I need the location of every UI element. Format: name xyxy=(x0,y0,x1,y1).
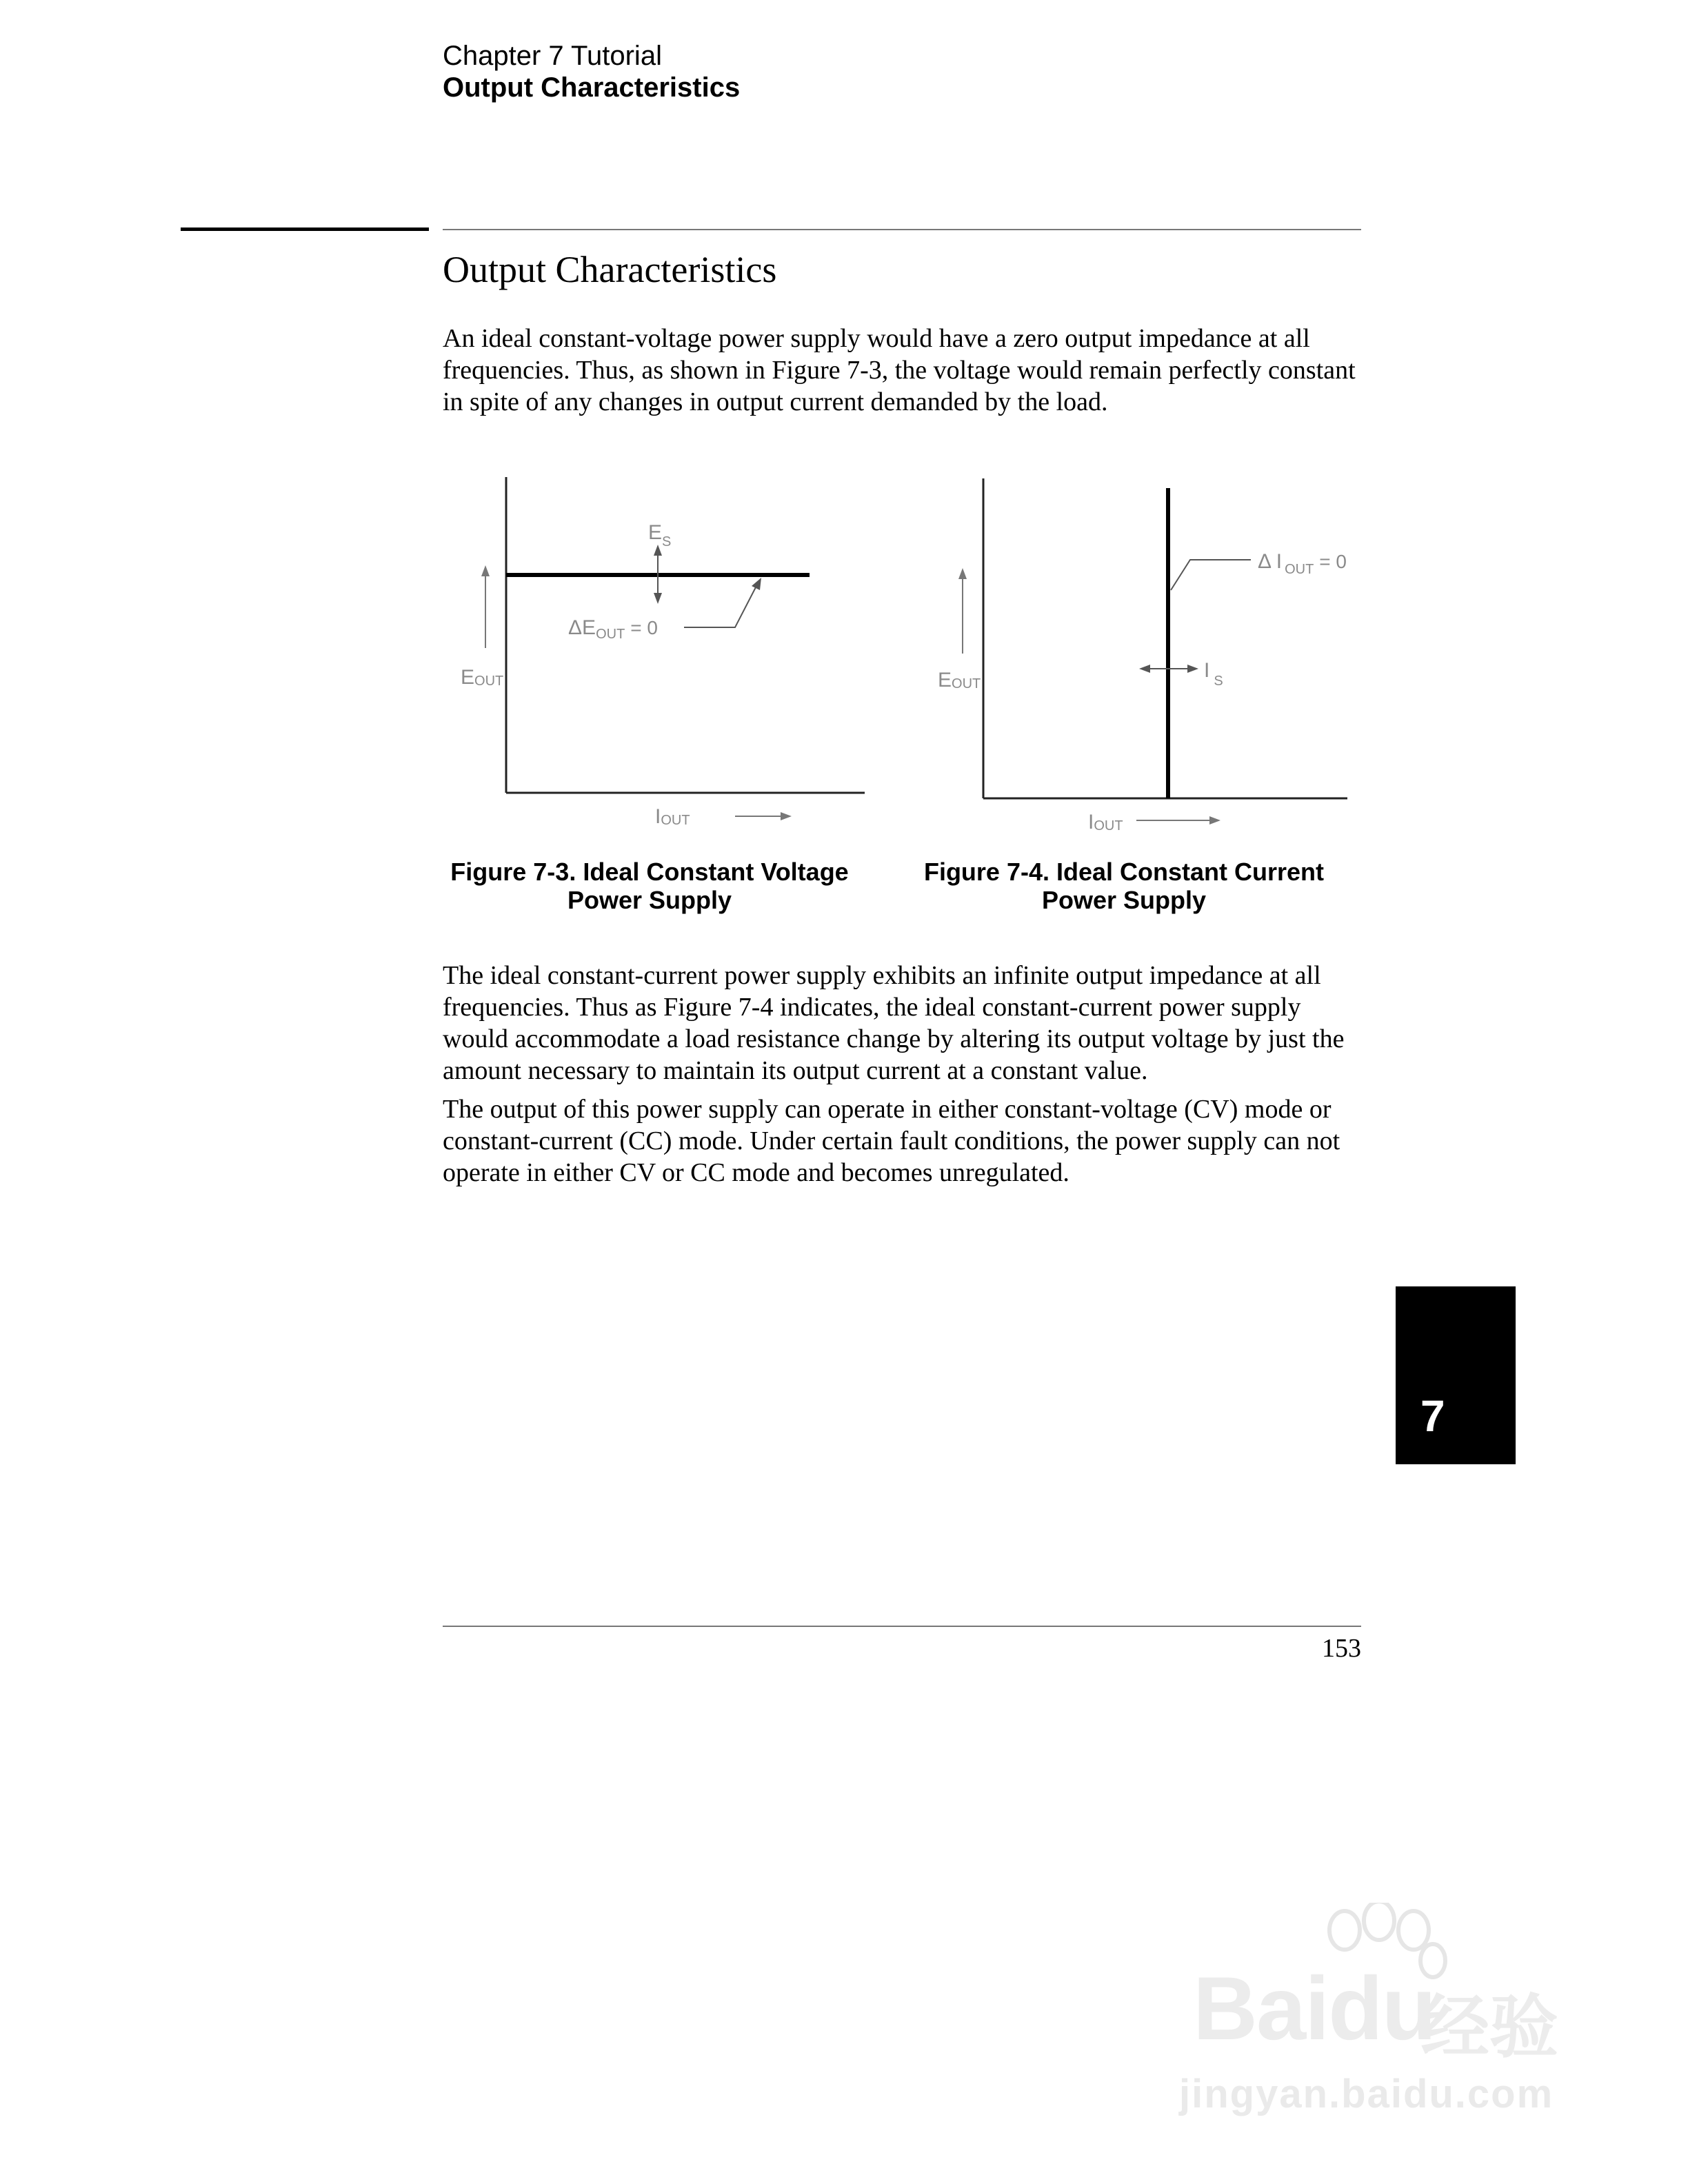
fig3-label-delta-eout: $\Delta E_{OUT} = 0$ xyxy=(568,616,658,642)
watermark-brand-cn: 经验 xyxy=(1420,1987,1558,2067)
section-rule-thin xyxy=(443,229,1361,230)
footer-rule xyxy=(443,1626,1361,1627)
fig3-delta-leader-arrow xyxy=(752,578,761,590)
header-chapter: Chapter 7 Tutorial xyxy=(443,41,662,71)
header-section: Output Characteristics xyxy=(443,72,741,103)
figure-4-caption-line1: Figure 7-4. Ideal Constant Current xyxy=(923,858,1325,886)
fig3-label-eout: EOUT xyxy=(461,666,504,689)
watermark-url: jingyan.baidu.com xyxy=(1179,2072,1554,2116)
chapter-tab-number: 7 xyxy=(1420,1391,1445,1441)
fig4-label-delta-iout: Δ I $_{OUT}$ = 0 xyxy=(1258,550,1347,577)
fig3-label-es: $E_S$ xyxy=(648,521,672,549)
section-title: Output Characteristics xyxy=(443,249,777,290)
fig4-is-arrow-left xyxy=(1139,665,1150,673)
watermark-brand: Baidu xyxy=(1193,1958,1436,2059)
fig3-y-arrow-head xyxy=(481,565,490,576)
fig3-delta-leader xyxy=(684,585,757,627)
paragraph-modes: The output of this power supply can operate in either constant-voltage (CV) mode or constant-current (CC) mode. Under certain fault conditions, the power supply can not operate in either CV or CC mode and becomes unregulated. xyxy=(443,1095,1340,1187)
page-number: 153 xyxy=(1322,1634,1361,1663)
section-rule-thick xyxy=(181,228,429,231)
fig4-delta-leader xyxy=(1171,560,1251,590)
fig3-label-iout: IOUT xyxy=(655,805,690,828)
running-header xyxy=(443,40,740,103)
figure-4-caption xyxy=(896,858,1352,914)
paragraph-cv: An ideal constant-voltage power supply would have a zero output impedance at all frequencies. Thus, as shown in Figure 7-3, the voltage would remain perfectly constant in spite of any changes in output current demanded by the load. xyxy=(443,324,1356,416)
figure-3-caption-line2: Power Supply xyxy=(567,886,732,914)
fig4-label-iout: IOUT xyxy=(1088,811,1123,833)
figure-3-caption-line1: Figure 7-3. Ideal Constant Voltage xyxy=(450,858,849,886)
fig3-es-arrow-up xyxy=(654,545,662,556)
fig4-y-arrow-head xyxy=(958,568,967,579)
figure-4-caption-line2: Power Supply xyxy=(1041,886,1207,914)
fig4-label-is: I $_S$ xyxy=(1204,659,1223,689)
figure-constant-current xyxy=(917,469,1358,841)
fig4-label-eout: EOUT xyxy=(938,669,981,691)
fig4-is-arrow-right xyxy=(1187,665,1198,673)
chapter-tab xyxy=(1396,1286,1516,1464)
figure-3-caption xyxy=(429,858,870,914)
fig3-x-arrow-head xyxy=(781,812,792,820)
fig3-es-arrow-down xyxy=(654,593,662,604)
paragraph-cc: The ideal constant-current power supply exhibits an infinite output impedance at all frequencies. Thus as Figure 7-4 indicates, the ideal constant-current power supply would accommodate a load resistance change by altering its output voltage by just the amount necessary to maintain its output current at a constant value. xyxy=(443,961,1345,1085)
figure-constant-voltage xyxy=(441,469,883,841)
fig4-x-arrow-head xyxy=(1209,816,1220,825)
